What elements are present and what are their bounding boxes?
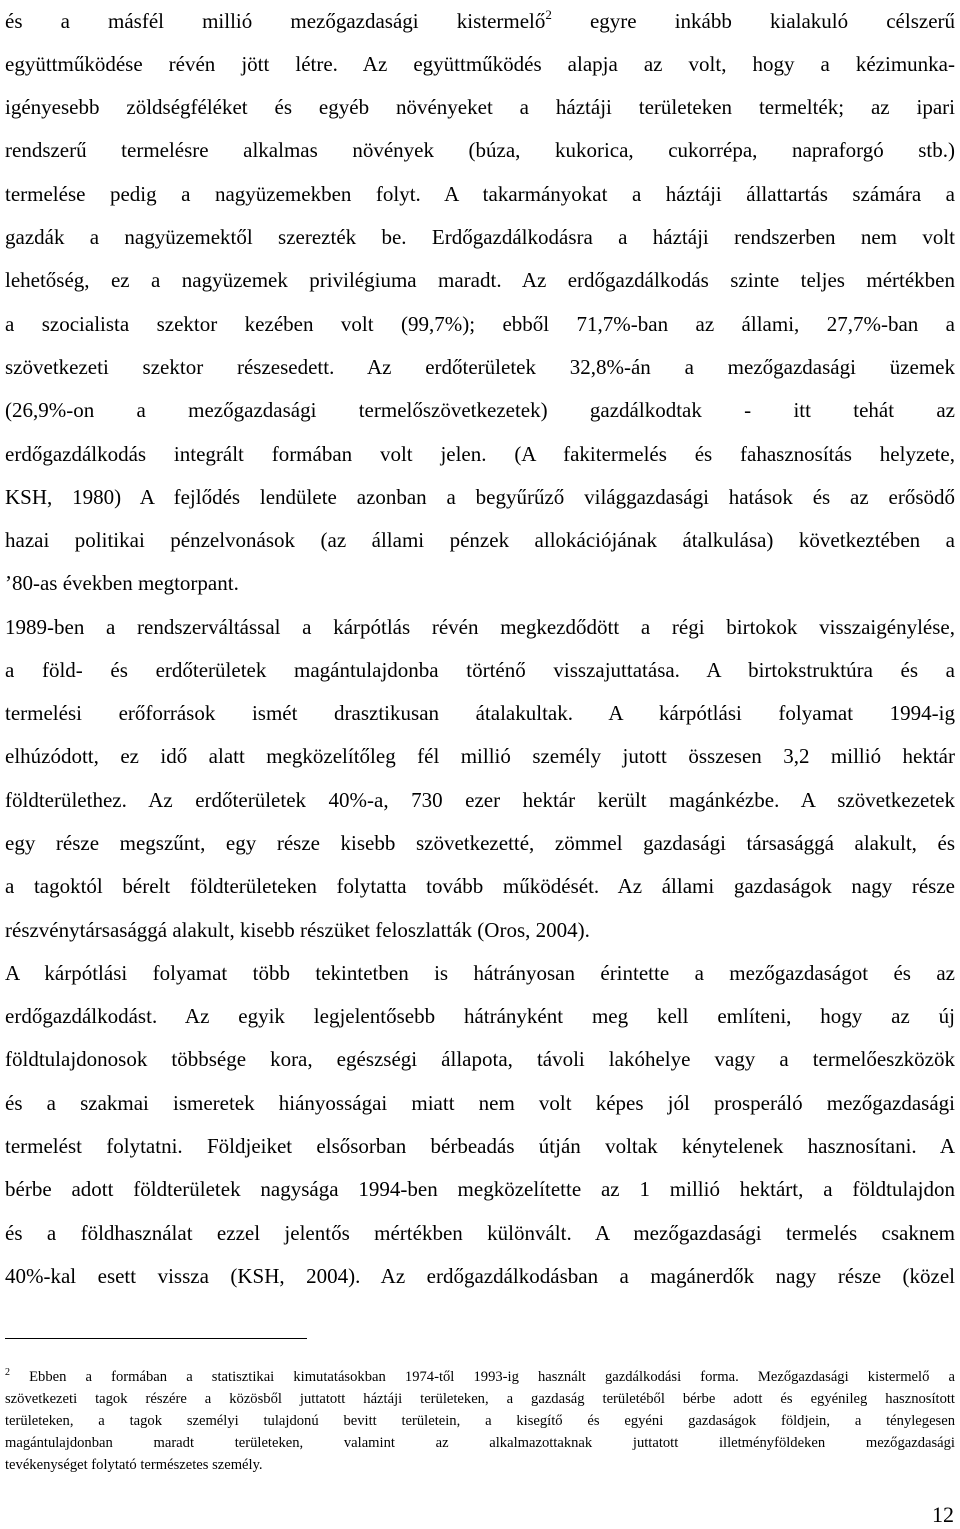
- body-line: és a földhasználat ezzel jelentős mértékben különvált. A mezőgazdasági termelés csaknem: [5, 1221, 955, 1245]
- body-line: rendszerű termelésre alkalmas növények (búza, kukorica, cukorrépa, napraforgó stb.): [5, 138, 955, 162]
- body-line: a föld- és erdőterületek magántulajdonba történő visszajuttatása. A birtokstruktúra és a: [5, 658, 955, 682]
- body-line: gazdák a nagyüzemektől szerezték be. Erdőgazdálkodásra a háztáji rendszerben nem volt: [5, 225, 955, 249]
- body-line: ’80-as években megtorpant.: [5, 571, 239, 595]
- footnote-marker: 2: [5, 1367, 10, 1378]
- body-line: 1989-ben a rendszerváltással a kárpótlás révén megkezdődött a régi birtokok visszaigénylése,: [5, 615, 955, 639]
- page-number: 12: [932, 1502, 954, 1527]
- body-line: földtulajdonosok többsége kora, egészségi állapota, távoli lakóhelye vagy a termelőeszközök: [5, 1047, 955, 1071]
- body-line: részvénytársasággá alakult, kisebb részüket feloszlatták (Oros, 2004).: [5, 918, 590, 942]
- body-line: földterülethez. Az erdőterületek 40%-a, 730 ezer hektár került magánkézbe. A szövetkezetek: [5, 788, 955, 812]
- body-line: egy része megszűnt, egy része kisebb szövetkezetté, zömmel gazdasági társasággá alakult, és: [5, 831, 955, 855]
- body-line: termelése pedig a nagyüzemekben folyt. A takarmányokat a háztáji állattartás számára a: [5, 182, 955, 206]
- body-line: termelést folytatni. Földjeiket elsősorban bérbeadás útján voltak kénytelenek hasznosítani. A: [5, 1134, 955, 1158]
- body-line: a tagoktól bérelt földterületeken folytatta tovább működését. Az állami gazdaságok nagy része: [5, 874, 955, 898]
- footnote-separator: [5, 1338, 307, 1339]
- footnote-line: területeken, a tagok személyi tulajdonú bevitt területein, a kisegítő és egyéni gazdaságok földjein, a ténylegesen: [5, 1413, 955, 1429]
- body-line: 40%-kal esett vissza (KSH, 2004). Az erdőgazdálkodásban a magánerdők nagy része (közel: [5, 1264, 955, 1288]
- body-line: együttműködése révén jött létre. Az együttműködés alapja az volt, hogy a kézimunka-: [5, 52, 955, 76]
- body-line: termelési erőforrások ismét drasztikusan átalakultak. A kárpótlási folyamat 1994-ig: [5, 701, 955, 725]
- body-line: lehetőség, ez a nagyüzemek privilégiuma maradt. Az erdőgazdálkodás szinte teljes mértékben: [5, 268, 955, 292]
- body-line: a szocialista szektor kezében volt (99,7%); ebből 71,7%-ban az állami, 27,7%-ban a: [5, 312, 955, 336]
- footnote-reference: 2: [545, 7, 552, 22]
- body-line: erdőgazdálkodást. Az egyik legjelentősebb hátrányként meg kell említeni, hogy az új: [5, 1004, 955, 1028]
- footnote-line: tevékenységet folytató természetes személy.: [5, 1457, 263, 1473]
- body-line: erdőgazdálkodás integrált formában volt jelen. (A fakitermelés és fahasznosítás helyzete,: [5, 442, 955, 466]
- body-line: elhúzódott, ez idő alatt megközelítőleg fél millió személy jutott összesen 3,2 millió hektár: [5, 744, 955, 768]
- footnote-line: szövetkezeti tagok részére a közösből juttatott háztáji területeken, a gazdaság területéből bérbe adott és egyénileg hasznosított: [5, 1391, 955, 1407]
- body-line: bérbe adott földterületek nagysága 1994-ben megközelítette az 1 millió hektárt, a földtulajdon: [5, 1177, 955, 1201]
- body-line: és a másfél millió mezőgazdasági kistermelő$^2$ egyre inkább kialakuló célszerű: [5, 7, 956, 33]
- footnote-line: magántulajdonban maradt területeken, valamint az alkalmazottaknak juttatott illetményföldeken mezőgazdasági: [5, 1435, 955, 1451]
- body-line: hazai politikai pénzelvonások (az állami pénzek allokációjának átalkulása) következtében a: [5, 528, 955, 552]
- body-line: szövetkezeti szektor részesedett. Az erdőterületek 32,8%-án a mezőgazdasági üzemek: [5, 355, 955, 379]
- body-line: igényesebb zöldségféléket és egyéb növényeket a háztáji területeken termelték; az ipari: [5, 95, 955, 119]
- body-line: KSH, 1980) A fejlődés lendülete azonban a begyűrűző világgazdasági hatások és az erősödő: [5, 485, 955, 509]
- footnote-line: $^2$ Ebben a formában a statisztikai kimutatásokban 1974-től 1993-ig használt gazdálkodási forma. Mezőgazdasági kistermelő a: [5, 1367, 955, 1385]
- body-line: és a szakmai ismeretek hiányosságai miatt nem volt képes jól prosperáló mezőgazdasági: [5, 1091, 955, 1115]
- body-line: (26,9%-on a mezőgazdasági termelőszövetkezetek) gazdálkodtak - itt tehát az: [5, 398, 955, 422]
- body-line: A kárpótlási folyamat több tekintetben is hátrányosan érintette a mezőgazdaságot és az: [5, 961, 955, 985]
